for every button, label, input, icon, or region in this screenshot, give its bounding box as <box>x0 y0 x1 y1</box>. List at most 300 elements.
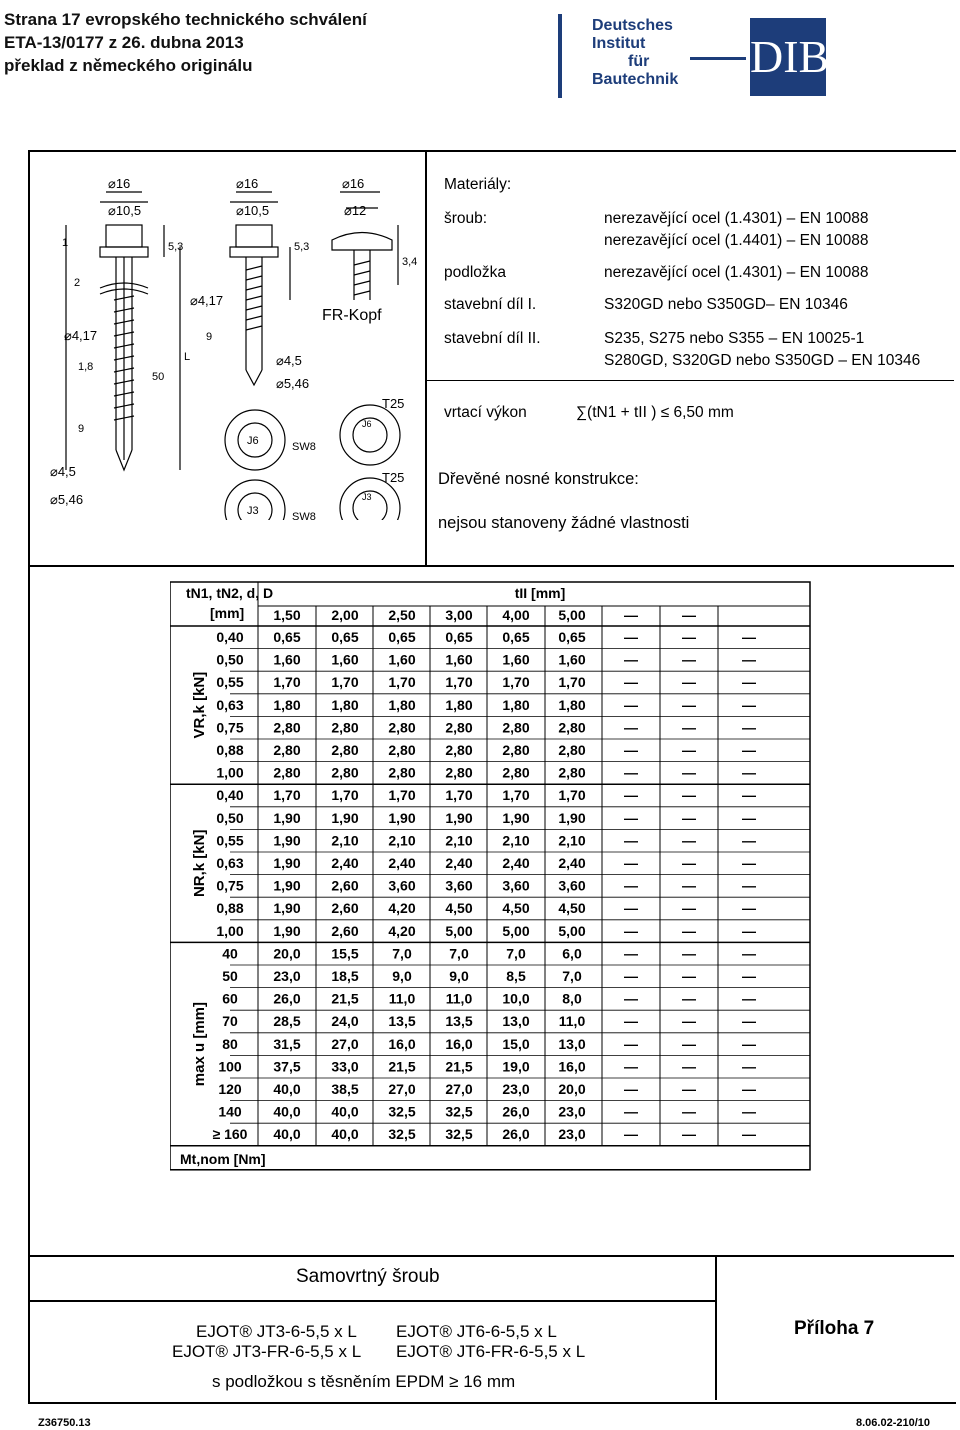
table-cell: 1,70 <box>502 787 530 804</box>
table-cell: 1,00 <box>216 764 244 781</box>
dim-d16-b: ⌀16 <box>236 176 259 191</box>
material-value-screw-2: nerezavějící ocel (1.4401) – EN 10088 <box>604 232 869 249</box>
table-cell: 23,0 <box>502 1081 530 1097</box>
table-cell: 9,0 <box>449 968 469 984</box>
table-cell: 24,0 <box>331 1013 359 1030</box>
materials-title: Materiály: <box>444 176 512 193</box>
dim-d12: ⌀12 <box>344 203 367 218</box>
dim-d45-a: ⌀4,5 <box>276 353 302 368</box>
table-cell: 1,60 <box>273 651 301 668</box>
table-cell: 0,88 <box>216 742 244 758</box>
table-cell: — <box>742 1081 756 1097</box>
table-cell: 2,80 <box>273 742 301 758</box>
table-cell: 31,5 <box>273 1035 301 1052</box>
table-cell: — <box>682 945 696 962</box>
table-cell: 0,63 <box>216 855 244 871</box>
table-cell: 23,0 <box>558 1103 586 1120</box>
table-cell: — <box>624 832 638 849</box>
table-torque-label: Mt,nom [Nm] <box>180 1150 266 1167</box>
table-cell: 4,20 <box>388 922 416 939</box>
table-cell: 1,90 <box>502 809 530 826</box>
table-group-label: max u [mm] <box>191 1002 208 1087</box>
table-cell: — <box>742 1013 756 1030</box>
table-cell: 5,00 <box>445 922 473 939</box>
table-cell: 0,40 <box>216 787 244 804</box>
table-cell: — <box>742 742 756 758</box>
product-name-jt6: EJOT® JT6-6-5,5 x L <box>396 1322 557 1341</box>
table-cell: — <box>682 990 696 1007</box>
table-cell: — <box>682 764 696 781</box>
table-cell: 1,80 <box>445 696 473 713</box>
table-cell: — <box>682 877 696 894</box>
table-cell: 7,0 <box>449 945 469 962</box>
table-cell: — <box>624 945 638 962</box>
table-cell: 140 <box>218 1103 242 1120</box>
table-cell: 1,60 <box>502 651 530 668</box>
table-cell: 27,0 <box>388 1081 416 1097</box>
table-cell: 26,0 <box>502 1103 530 1120</box>
table-cell: 1,90 <box>445 809 473 826</box>
table-cell: 5,00 <box>558 922 586 939</box>
table-cell: 8,5 <box>506 968 526 984</box>
table-cell: 5,00 <box>502 922 530 939</box>
table-cell: 1,70 <box>558 787 586 804</box>
table-cell: 21,5 <box>445 1058 473 1075</box>
table-cell: 4,50 <box>445 900 473 917</box>
table-cell: 23,0 <box>273 968 301 984</box>
table-cell: 2,10 <box>331 832 359 849</box>
table-cell: 70 <box>222 1013 238 1030</box>
table-cell: 7,0 <box>392 945 412 962</box>
material-value-component-2-2: S280GD, S320GD nebo S350GD – EN 10346 <box>604 352 921 369</box>
product-name-jt6-fr: EJOT® JT6-FR-6-5,5 x L <box>396 1342 586 1361</box>
table-cell: 9,0 <box>392 968 412 984</box>
table-cell: 21,5 <box>388 1058 416 1075</box>
table-cell: 1,90 <box>273 832 301 849</box>
table-cell: 1,70 <box>388 674 416 691</box>
table-cell: — <box>624 696 638 713</box>
table-cell: 2,60 <box>331 877 359 894</box>
material-label-component-1: stavební díl I. <box>444 296 537 313</box>
table-cell: 2,80 <box>502 742 530 758</box>
table-cell: 0,65 <box>388 629 416 645</box>
table-cell: 26,0 <box>273 990 301 1007</box>
table-cell: 1,70 <box>273 787 301 804</box>
frame-divider-vertical-top <box>425 150 427 567</box>
dim-50: 50 <box>152 371 165 383</box>
table-cell: — <box>742 809 756 826</box>
table-cell: 40,0 <box>273 1081 301 1097</box>
table-header-thickness: tN1, tN2, d, D <box>186 585 274 601</box>
table-cell: 80 <box>222 1035 238 1052</box>
table-cell: 50 <box>222 968 238 984</box>
wood-title: Dřevěné nosné konstrukce: <box>438 470 639 488</box>
table-cell: 2,80 <box>558 764 586 781</box>
table-cell: — <box>624 1103 638 1120</box>
table-cell: — <box>742 719 756 736</box>
table-cell: 1,60 <box>558 651 586 668</box>
table-cell: 1,70 <box>558 674 586 691</box>
table-cell: 11,0 <box>558 1013 586 1030</box>
frame-divider-footer-title <box>28 1300 716 1302</box>
drill-capacity-label: vrtací výkon <box>444 404 527 421</box>
table-cell: 0,50 <box>216 809 244 826</box>
table-tii-value: — <box>624 607 638 623</box>
table-cell: 2,40 <box>445 855 473 871</box>
table-cell: 2,40 <box>388 855 416 871</box>
table-cell: 0,65 <box>331 629 359 645</box>
table-cell: — <box>682 1013 696 1030</box>
table-cell: 1,80 <box>502 696 530 713</box>
document-header <box>4 8 367 77</box>
table-cell: 1,80 <box>388 696 416 713</box>
t25-label-b: T25 <box>382 470 405 485</box>
table-group-label: NR,k [kN] <box>191 829 208 898</box>
t25-label-a: T25 <box>382 396 405 411</box>
table-cell: 10,0 <box>502 990 530 1007</box>
table-tii-value: 2,50 <box>388 607 416 623</box>
material-label-screw: šroub: <box>444 210 488 227</box>
table-cell: 3,60 <box>502 877 530 894</box>
table-cell: 16,0 <box>445 1035 473 1052</box>
table-cell: 0,75 <box>216 719 244 736</box>
table-cell: — <box>682 719 696 736</box>
table-cell: 20,0 <box>558 1081 586 1097</box>
table-cell: — <box>682 1103 696 1120</box>
table-cell: 40,0 <box>331 1103 359 1120</box>
table-cell: — <box>682 1126 696 1143</box>
table-cell: 2,40 <box>558 855 586 871</box>
table-cell: 7,0 <box>562 968 582 984</box>
table-cell: 1,70 <box>388 787 416 804</box>
table-cell: — <box>682 832 696 849</box>
dim-d546-b: ⌀5,46 <box>50 492 84 507</box>
table-cell: — <box>682 1081 696 1097</box>
table-cell: 1,70 <box>273 674 301 691</box>
table-cell: 3,60 <box>445 877 473 894</box>
table-cell: 100 <box>218 1058 242 1075</box>
table-cell: 2,10 <box>502 832 530 849</box>
table-cell: — <box>742 674 756 691</box>
table-cell: 1,60 <box>331 651 359 668</box>
dim-53-a: 5,3 <box>168 241 184 253</box>
table-cell: — <box>742 1058 756 1075</box>
table-tii-value: 4,00 <box>502 607 530 623</box>
dibt-logo-mark: DIBt <box>750 18 826 96</box>
table-cell: — <box>682 674 696 691</box>
table-cell: 16,0 <box>388 1035 416 1052</box>
table-cell: — <box>742 629 756 645</box>
table-cell: 120 <box>218 1081 242 1097</box>
table-tii-value: 2,00 <box>331 607 359 623</box>
table-cell: 20,0 <box>273 945 301 962</box>
dim-d105-b: ⌀10,5 <box>236 203 270 218</box>
table-cell: 2,80 <box>331 764 359 781</box>
product-name-jt3: EJOT® JT3-6-5,5 x L <box>196 1322 357 1341</box>
dim-9-a: 9 <box>78 423 85 435</box>
dim-d105-a: ⌀10,5 <box>108 203 142 218</box>
table-header-tii: tII [mm] <box>514 585 566 601</box>
table-cell: — <box>624 719 638 736</box>
frame-divider-top-table <box>28 565 954 567</box>
table-cell: — <box>682 742 696 758</box>
table-cell: 32,5 <box>388 1103 416 1120</box>
annex-number: Příloha 7 <box>794 1318 875 1339</box>
table-cell: 2,80 <box>388 719 416 736</box>
material-value-screw-1: nerezavějící ocel (1.4301) – EN 10088 <box>604 210 869 227</box>
table-cell: 32,5 <box>445 1126 473 1143</box>
table-cell: — <box>624 877 638 894</box>
table-cell: 32,5 <box>445 1103 473 1120</box>
logo-underline <box>690 57 746 60</box>
table-cell: 2,10 <box>445 832 473 849</box>
sw8-label-a: SW8 <box>292 441 316 453</box>
table-cell: 40,0 <box>273 1103 301 1120</box>
dim-l: L <box>184 351 191 363</box>
table-cell: — <box>624 968 638 984</box>
table-cell: 13,0 <box>502 1013 530 1030</box>
table-cell: 2,80 <box>558 742 586 758</box>
table-cell: — <box>682 787 696 804</box>
document-code-left: Z36750.13 <box>38 1417 91 1429</box>
table-cell: 4,20 <box>388 900 416 917</box>
table-cell: 2,80 <box>502 719 530 736</box>
table-cell: 18,5 <box>331 968 359 984</box>
frame-divider-footer-vertical <box>715 1255 717 1400</box>
table-cell: 0,65 <box>273 629 301 645</box>
table-cell: 2,80 <box>388 742 416 758</box>
table-cell: — <box>742 1126 756 1143</box>
table-cell: 1,60 <box>388 651 416 668</box>
table-cell: — <box>682 651 696 668</box>
table-cell: — <box>682 1058 696 1075</box>
table-cell: 1,80 <box>331 696 359 713</box>
table-cell: 2,80 <box>273 719 301 736</box>
table-cell: — <box>742 945 756 962</box>
table-cell: 2,80 <box>388 764 416 781</box>
table-cell: 28,5 <box>273 1013 301 1030</box>
j3-marking-b: J3 <box>362 492 372 502</box>
dim-53-b: 5,3 <box>294 241 310 253</box>
j6-marking-b: J6 <box>362 419 372 429</box>
product-title: Samovrtný šroub <box>296 1266 440 1287</box>
table-cell: 0,65 <box>445 629 473 645</box>
table-cell: 13,5 <box>388 1013 416 1030</box>
document-code-right: 8.06.02-210/10 <box>856 1417 931 1429</box>
table-cell: 2,80 <box>331 719 359 736</box>
table-cell: — <box>624 809 638 826</box>
table-header-unit: [mm] <box>210 605 245 621</box>
table-cell: 16,0 <box>558 1058 586 1075</box>
table-cell: — <box>624 674 638 691</box>
table-cell: 0,63 <box>216 696 244 713</box>
table-tii-value: 5,00 <box>558 607 586 623</box>
table-cell: 33,0 <box>331 1058 359 1075</box>
table-cell: — <box>742 1103 756 1120</box>
table-cell: 0,88 <box>216 900 244 917</box>
table-cell: — <box>682 629 696 645</box>
material-value-washer: nerezavějící ocel (1.4301) – EN 10088 <box>604 264 869 281</box>
table-cell: 0,65 <box>502 629 530 645</box>
header-line-1: Strana 17 evropského technického schválení <box>4 10 367 29</box>
table-cell: 21,5 <box>331 990 359 1007</box>
table-cell: 1,70 <box>331 787 359 804</box>
table-cell: 60 <box>222 990 238 1007</box>
logo-line-3: für <box>628 53 650 70</box>
material-value-component-1: S320GD nebo S350GD– EN 10346 <box>604 296 848 313</box>
fr-kopf-label: FR-Kopf <box>322 307 382 324</box>
table-tii-value: 1,50 <box>273 607 301 623</box>
table-cell: 2,10 <box>558 832 586 849</box>
table-cell: 1,90 <box>273 922 301 939</box>
table-cell: 37,5 <box>273 1058 301 1075</box>
table-cell: — <box>742 900 756 917</box>
load-table <box>170 580 815 1172</box>
table-cell: — <box>742 832 756 849</box>
product-name-jt3-fr: EJOT® JT3-FR-6-5,5 x L <box>172 1342 362 1361</box>
table-cell: — <box>682 968 696 984</box>
table-cell: 2,80 <box>331 742 359 758</box>
table-cell: 1,70 <box>445 787 473 804</box>
table-cell: — <box>682 809 696 826</box>
table-cell: — <box>742 855 756 871</box>
table-cell: 0,50 <box>216 651 244 668</box>
table-cell: 2,40 <box>331 855 359 871</box>
table-cell: 11,0 <box>388 990 416 1007</box>
table-cell: 1,90 <box>273 855 301 871</box>
header-line-2: ETA-13/0177 z 26. dubna 2013 <box>4 33 244 52</box>
dim-d546-a: ⌀5,46 <box>276 376 310 391</box>
screw-drawing <box>40 170 420 520</box>
table-cell: 1,70 <box>445 674 473 691</box>
header-line-3: překlad z německého originálu <box>4 56 253 75</box>
table-cell: 1,80 <box>273 696 301 713</box>
table-cell: 27,0 <box>445 1081 473 1097</box>
table-cell: ≥ 160 <box>212 1126 248 1143</box>
table-cell: 1,00 <box>216 922 244 939</box>
table-cell: — <box>624 1013 638 1030</box>
table-cell: 2,40 <box>502 855 530 871</box>
table-cell: — <box>742 1035 756 1052</box>
table-cell: — <box>682 855 696 871</box>
washer-note: s podložkou s těsněním EPDM ≥ 16 mm <box>212 1372 516 1391</box>
table-cell: 2,60 <box>331 900 359 917</box>
logo-line-1: Deutsches <box>592 17 673 34</box>
table-cell: — <box>624 1058 638 1075</box>
table-cell: 1,90 <box>273 809 301 826</box>
material-value-component-2-1: S235, S275 nebo S355 – EN 10025-1 <box>604 330 865 347</box>
dim-d16-c: ⌀16 <box>342 176 365 191</box>
table-cell: 2,80 <box>445 764 473 781</box>
table-cell: 2,80 <box>445 742 473 758</box>
table-cell: 8,0 <box>562 990 582 1007</box>
table-cell: 1,60 <box>445 651 473 668</box>
table-cell: — <box>682 1035 696 1052</box>
table-cell: — <box>742 877 756 894</box>
table-tii-value: — <box>682 607 696 623</box>
table-cell: — <box>742 764 756 781</box>
table-cell: — <box>742 696 756 713</box>
logo-line-2: Institut <box>592 35 646 52</box>
drill-capacity-formula: ∑(tN1 + tII ) ≤ 6,50 mm <box>576 404 734 421</box>
table-cell: — <box>624 855 638 871</box>
table-cell: — <box>624 900 638 917</box>
table-cell: — <box>742 968 756 984</box>
table-cell: 0,75 <box>216 877 244 894</box>
sw8-label-b: SW8 <box>292 511 316 520</box>
table-cell: 19,0 <box>502 1058 530 1075</box>
table-cell: 27,0 <box>331 1035 359 1052</box>
table-cell: — <box>624 787 638 804</box>
j6-marking-a: J6 <box>247 435 259 447</box>
dim-2: 2 <box>74 277 81 289</box>
table-cell: 40,0 <box>273 1126 301 1143</box>
table-cell: 40 <box>222 945 238 962</box>
table-cell: 2,80 <box>502 764 530 781</box>
table-cell: — <box>624 764 638 781</box>
table-cell: 1,90 <box>273 900 301 917</box>
table-cell: 7,0 <box>506 945 526 962</box>
table-cell: 2,60 <box>331 922 359 939</box>
frame-divider-materials <box>425 380 954 381</box>
dim-34: 3,4 <box>402 256 418 268</box>
table-cell: 1,70 <box>331 674 359 691</box>
table-cell: 1,80 <box>558 696 586 713</box>
table-cell: 40,0 <box>331 1126 359 1143</box>
table-cell: — <box>742 787 756 804</box>
dibt-logo-text <box>592 17 678 89</box>
dim-9-b: 9 <box>206 331 213 343</box>
table-cell: 1,90 <box>558 809 586 826</box>
table-cell: 2,80 <box>558 719 586 736</box>
table-cell: 1,90 <box>273 877 301 894</box>
table-cell: — <box>742 922 756 939</box>
table-cell: 2,10 <box>388 832 416 849</box>
table-cell: 26,0 <box>502 1126 530 1143</box>
logo-line-4: Bautechnik <box>592 71 679 88</box>
table-cell: — <box>624 742 638 758</box>
table-tii-value: 3,00 <box>445 607 473 623</box>
table-cell: 32,5 <box>388 1126 416 1143</box>
table-cell: — <box>624 1126 638 1143</box>
table-cell: 13,0 <box>558 1035 586 1052</box>
table-cell: 0,55 <box>216 832 244 849</box>
table-cell: 4,50 <box>558 900 586 917</box>
dim-d45-b: ⌀4,5 <box>50 464 76 479</box>
table-cell: 0,40 <box>216 629 244 645</box>
table-cell: 3,60 <box>388 877 416 894</box>
table-cell: 11,0 <box>445 990 473 1007</box>
table-cell: 2,80 <box>273 764 301 781</box>
table-cell: — <box>624 651 638 668</box>
table-cell: 1,70 <box>502 674 530 691</box>
material-label-component-2: stavební díl II. <box>444 330 541 347</box>
table-cell: 0,65 <box>558 629 586 645</box>
dim-d417-b: ⌀4,17 <box>64 328 98 343</box>
dim-d16-a: ⌀16 <box>108 176 131 191</box>
table-cell: — <box>682 696 696 713</box>
table-cell: 38,5 <box>331 1081 359 1097</box>
table-cell: 2,80 <box>445 719 473 736</box>
dim-18: 1,8 <box>78 361 94 373</box>
table-cell: — <box>742 651 756 668</box>
table-cell: 4,50 <box>502 900 530 917</box>
j3-marking-a: J3 <box>247 505 259 517</box>
table-cell: — <box>624 990 638 1007</box>
table-cell: 1,90 <box>388 809 416 826</box>
table-cell: 0,55 <box>216 674 244 691</box>
table-cell: — <box>682 922 696 939</box>
